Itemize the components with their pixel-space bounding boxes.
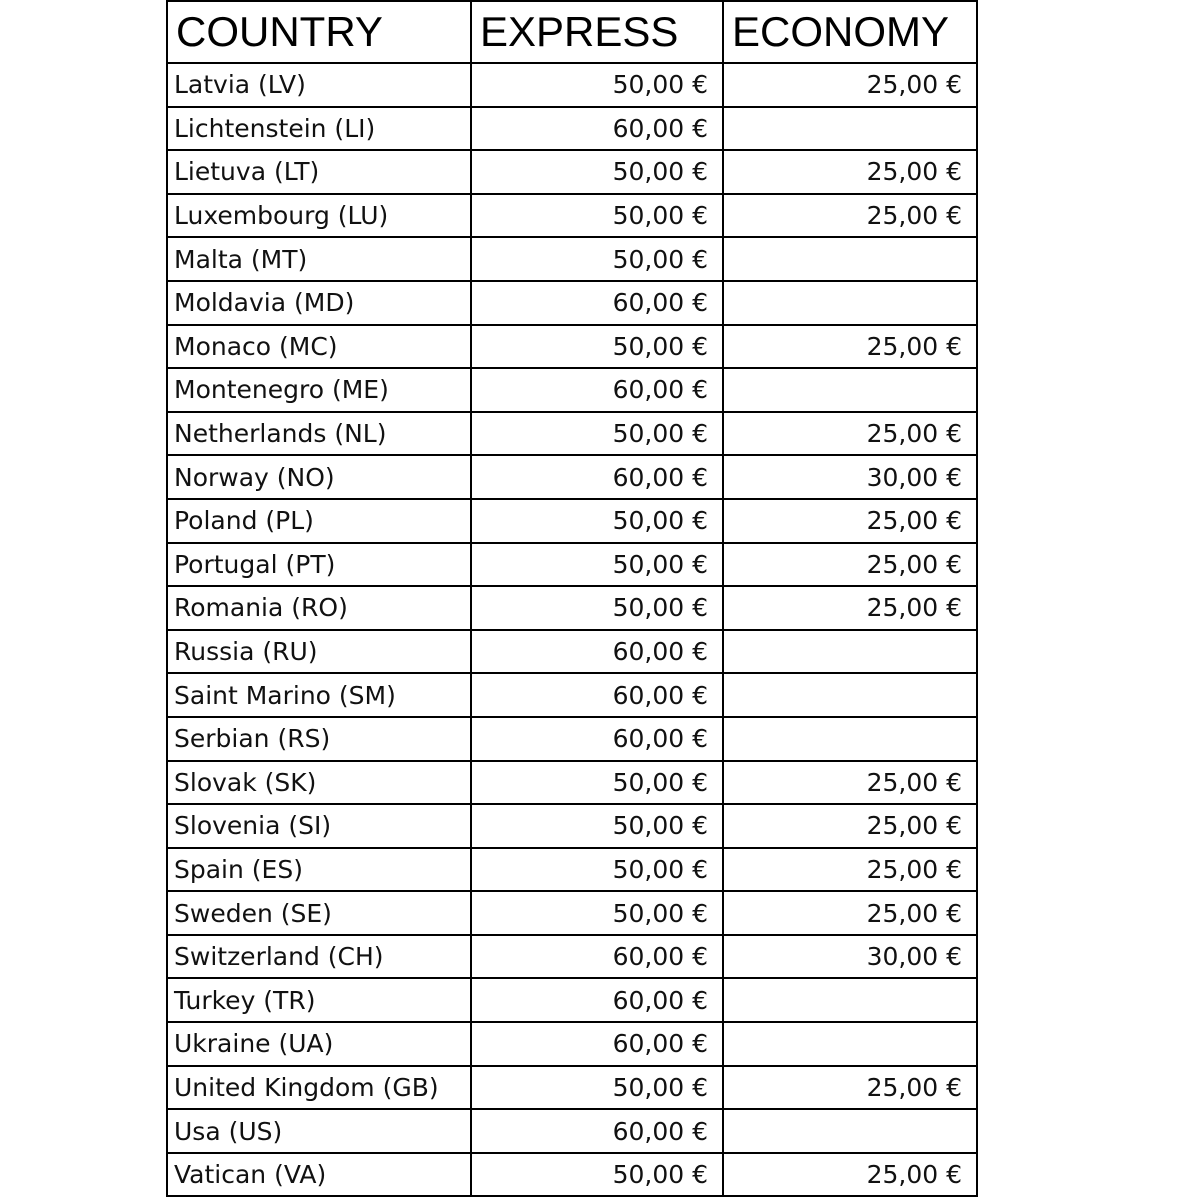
express-price-cell: 60,00 €	[471, 630, 723, 674]
table-row	[167, 194, 977, 238]
express-price-cell: 60,00 €	[471, 1109, 723, 1153]
table-row	[167, 499, 977, 543]
table-row	[167, 804, 977, 848]
economy-price-cell: 30,00 €	[723, 935, 977, 979]
table-row	[167, 1109, 977, 1153]
economy-price-cell: 25,00 €	[723, 499, 977, 543]
column-header-express: EXPRESS	[471, 1, 723, 63]
country-cell: Switzerland (CH)	[167, 935, 471, 979]
express-price-cell: 50,00 €	[471, 412, 723, 456]
express-price-cell: 50,00 €	[471, 63, 723, 107]
express-price-cell: 60,00 €	[471, 281, 723, 325]
country-cell: Ukraine (UA)	[167, 1022, 471, 1066]
express-price-cell: 50,00 €	[471, 848, 723, 892]
express-price-cell: 50,00 €	[471, 150, 723, 194]
express-price-cell: 60,00 €	[471, 978, 723, 1022]
express-price-cell: 60,00 €	[471, 717, 723, 761]
economy-price-cell: 25,00 €	[723, 325, 977, 369]
table-row	[167, 325, 977, 369]
country-cell: Monaco (MC)	[167, 325, 471, 369]
table-row	[167, 237, 977, 281]
country-cell: Sweden (SE)	[167, 891, 471, 935]
express-price-cell: 60,00 €	[471, 935, 723, 979]
economy-price-cell: 25,00 €	[723, 1066, 977, 1110]
column-header-country: COUNTRY	[167, 1, 471, 63]
express-price-cell: 60,00 €	[471, 455, 723, 499]
express-price-cell: 50,00 €	[471, 499, 723, 543]
country-cell: Slovenia (SI)	[167, 804, 471, 848]
economy-price-cell: 25,00 €	[723, 194, 977, 238]
economy-price-cell: 25,00 €	[723, 848, 977, 892]
table-row	[167, 150, 977, 194]
economy-price-cell	[723, 1109, 977, 1153]
country-cell: Montenegro (ME)	[167, 368, 471, 412]
economy-price-cell: 25,00 €	[723, 412, 977, 456]
table-header-row	[167, 1, 977, 63]
country-cell: Usa (US)	[167, 1109, 471, 1153]
economy-price-cell: 25,00 €	[723, 761, 977, 805]
column-header-economy: ECONOMY	[723, 1, 977, 63]
country-cell: Vatican (VA)	[167, 1153, 471, 1197]
express-price-cell: 50,00 €	[471, 237, 723, 281]
express-price-cell: 50,00 €	[471, 1153, 723, 1197]
economy-price-cell	[723, 717, 977, 761]
economy-price-cell	[723, 630, 977, 674]
table-body	[167, 63, 977, 1196]
table-row	[167, 1153, 977, 1197]
express-price-cell: 50,00 €	[471, 586, 723, 630]
express-price-cell: 50,00 €	[471, 891, 723, 935]
country-cell: Slovak (SK)	[167, 761, 471, 805]
express-price-cell: 60,00 €	[471, 107, 723, 151]
express-price-cell: 50,00 €	[471, 194, 723, 238]
table-row	[167, 630, 977, 674]
economy-price-cell: 25,00 €	[723, 1153, 977, 1197]
country-cell: Saint Marino (SM)	[167, 673, 471, 717]
table-row	[167, 1066, 977, 1110]
country-cell: Turkey (TR)	[167, 978, 471, 1022]
express-price-cell: 50,00 €	[471, 804, 723, 848]
economy-price-cell	[723, 673, 977, 717]
economy-price-cell	[723, 107, 977, 151]
country-cell: Spain (ES)	[167, 848, 471, 892]
economy-price-cell	[723, 281, 977, 325]
shipping-rates-table	[166, 0, 978, 1197]
table-row	[167, 543, 977, 587]
economy-price-cell	[723, 978, 977, 1022]
table-row	[167, 455, 977, 499]
economy-price-cell	[723, 237, 977, 281]
economy-price-cell: 25,00 €	[723, 63, 977, 107]
country-cell: United Kingdom (GB)	[167, 1066, 471, 1110]
country-cell: Norway (NO)	[167, 455, 471, 499]
country-cell: Lichtenstein (LI)	[167, 107, 471, 151]
economy-price-cell	[723, 368, 977, 412]
express-price-cell: 60,00 €	[471, 673, 723, 717]
table-row	[167, 673, 977, 717]
economy-price-cell: 30,00 €	[723, 455, 977, 499]
express-price-cell: 50,00 €	[471, 543, 723, 587]
country-cell: Latvia (LV)	[167, 63, 471, 107]
table-row	[167, 978, 977, 1022]
table-row	[167, 412, 977, 456]
country-cell: Portugal (PT)	[167, 543, 471, 587]
express-price-cell: 50,00 €	[471, 325, 723, 369]
country-cell: Serbian (RS)	[167, 717, 471, 761]
table-row	[167, 281, 977, 325]
country-cell: Romania (RO)	[167, 586, 471, 630]
country-cell: Moldavia (MD)	[167, 281, 471, 325]
economy-price-cell: 25,00 €	[723, 586, 977, 630]
country-cell: Malta (MT)	[167, 237, 471, 281]
economy-price-cell: 25,00 €	[723, 891, 977, 935]
table-row	[167, 368, 977, 412]
economy-price-cell	[723, 1022, 977, 1066]
country-cell: Lietuva (LT)	[167, 150, 471, 194]
country-cell: Luxembourg (LU)	[167, 194, 471, 238]
table-row	[167, 1022, 977, 1066]
express-price-cell: 50,00 €	[471, 761, 723, 805]
table-row	[167, 717, 977, 761]
economy-price-cell: 25,00 €	[723, 543, 977, 587]
express-price-cell: 60,00 €	[471, 1022, 723, 1066]
table-row	[167, 761, 977, 805]
country-cell: Russia (RU)	[167, 630, 471, 674]
table-row	[167, 848, 977, 892]
economy-price-cell: 25,00 €	[723, 150, 977, 194]
table-row	[167, 107, 977, 151]
country-cell: Netherlands (NL)	[167, 412, 471, 456]
economy-price-cell: 25,00 €	[723, 804, 977, 848]
table-row	[167, 935, 977, 979]
country-cell: Poland (PL)	[167, 499, 471, 543]
table-row	[167, 891, 977, 935]
table-row	[167, 63, 977, 107]
table-row	[167, 586, 977, 630]
express-price-cell: 60,00 €	[471, 368, 723, 412]
express-price-cell: 50,00 €	[471, 1066, 723, 1110]
